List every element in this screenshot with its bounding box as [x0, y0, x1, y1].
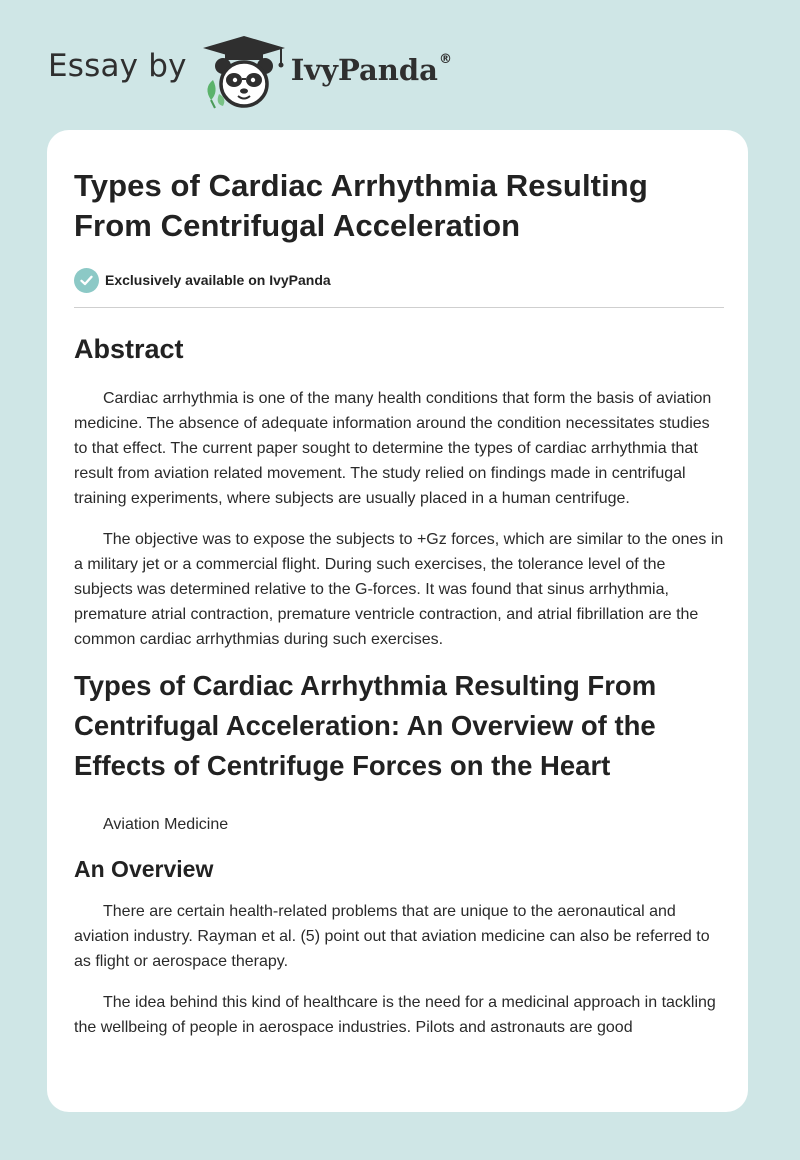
abstract-paragraph: The objective was to expose the subjects to +Gz forces, which are similar to the ones in a military jet or a commercial flight. During such exercises, the tolerance level of the subjects was determined relative to the G-forces. It was found that sinus arrhythmia, premature atrial contraction, premature ventricle contraction, and atrial fibrillation are the common cardiac arrhythmias during such exercises. [74, 531, 724, 648]
abstract-heading: Abstract [74, 334, 184, 364]
brand-prefix: Essay by [48, 48, 187, 84]
section-subtitle: Aviation Medicine [103, 816, 229, 833]
registered-mark: ® [438, 52, 452, 68]
exclusive-badge [74, 267, 724, 293]
essay-content [74, 166, 724, 1040]
panda-graduate-logo-icon[interactable] [201, 34, 287, 110]
overview-paragraph: There are certain health-related problems that are unique to the aeronautical and aviation industry. Rayman et al. (5) point out that aviation medicine can also be referred to as flight or aerospace therapy. [74, 903, 710, 970]
overview-paragraph: The idea behind this kind of healthcare is the need for a medicinal approach in tackling the wellbeing of people in aerospace industries. Pilots and astronauts are good [74, 994, 716, 1036]
exclusive-label: Exclusively available on IvyPanda [105, 272, 331, 288]
essay-card [47, 130, 748, 1112]
section-heading: Types of Cardiac Arrhythmia Resulting From Centrifugal Acceleration: An Overview of the Effects of Centrifuge Forces on the Heart [74, 670, 657, 781]
brand-name[interactable] [291, 53, 452, 87]
essay-title: Types of Cardiac Arrhythmia Resulting From Centrifugal Acceleration [74, 168, 648, 243]
brand-name-text: IvyPanda [290, 53, 438, 87]
title-divider [74, 307, 724, 308]
brand-header [48, 34, 452, 110]
check-circle-icon [74, 268, 99, 293]
abstract-paragraph: Cardiac arrhythmia is one of the many health conditions that form the basis of aviation medicine. The absence of adequate information around the condition necessitates studies to that effect. The current paper sought to determine the types of cardiac arrhythmia that result from aviation related movement. The study relied on findings made in centrifugal training experiments, where subjects are usually placed in a human centrifuge. [74, 390, 712, 507]
overview-heading: An Overview [74, 856, 214, 882]
